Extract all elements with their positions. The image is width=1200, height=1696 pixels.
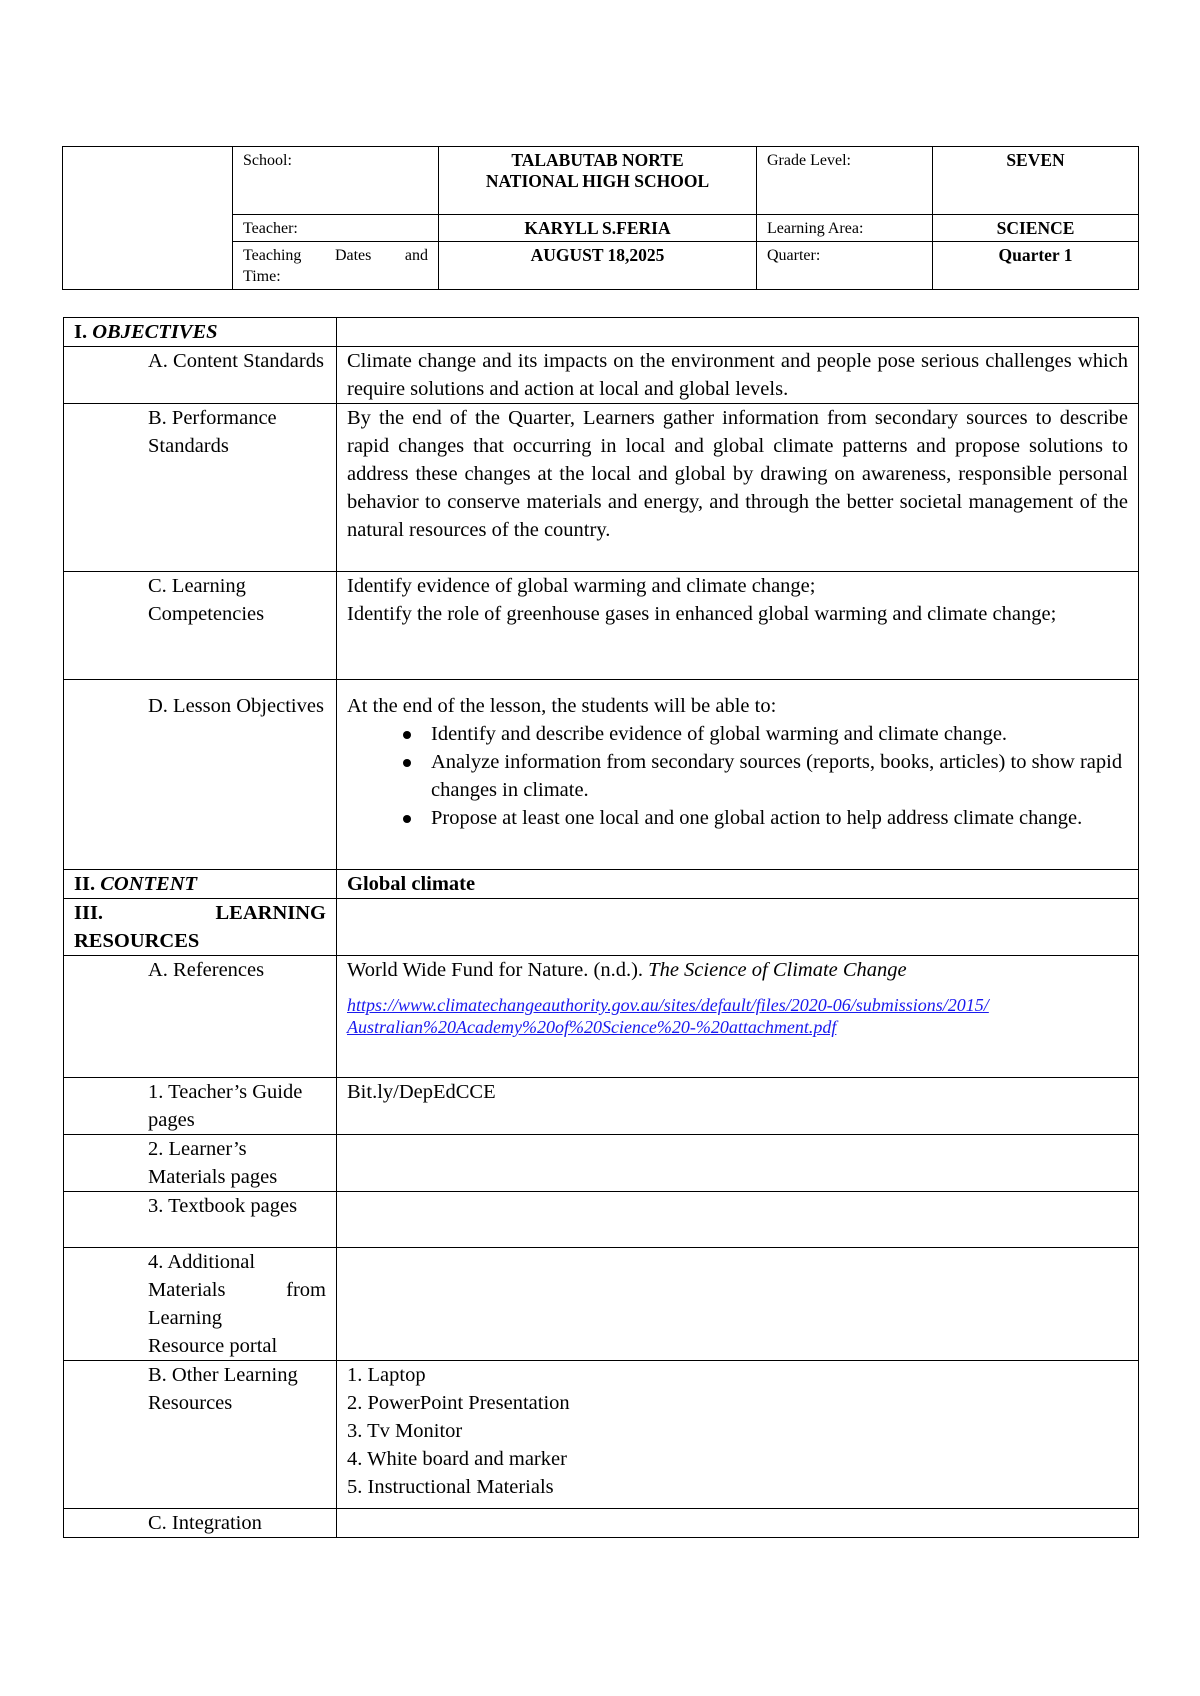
grade-level-label: Grade Level: <box>757 147 933 215</box>
content-row <box>64 870 1139 899</box>
list-item: Propose at least one local and one global action to help address climate change. <box>431 804 1128 832</box>
teacher-value: KARYLL S.FERIA <box>439 215 757 242</box>
textbook-value <box>337 1192 1139 1248</box>
list-item: 1. Laptop <box>347 1364 426 1386</box>
performance-standards-text: By the end of the Quarter, Learners gather information from secondary sources to describe rapid changes that occurring in local and global climate patterns and propose solutions to address these changes at the local and global by drawing on awareness, responsible personal behavior to conserve materials and energy, and through the better societal management of the natural resources of the country. <box>337 404 1139 572</box>
references-label: A. References <box>64 956 337 1078</box>
other-resources-row <box>64 1361 1139 1509</box>
learning-area-value: SCIENCE <box>933 215 1139 242</box>
lesson-objectives-list <box>347 720 1128 832</box>
list-item: 3. Tv Monitor <box>347 1420 463 1442</box>
teaching-dates-label-line1: Teaching Dates and <box>243 247 428 264</box>
textbook-row <box>64 1192 1139 1248</box>
resources-heading-empty <box>337 899 1139 956</box>
performance-standards-label: B. Performance Standards <box>64 404 337 572</box>
integration-value <box>337 1509 1139 1538</box>
lesson-objectives-intro: At the end of the lesson, the students will be able to: <box>347 695 777 717</box>
additional-materials-label <box>64 1248 337 1361</box>
resources-heading-line2: RESOURCES <box>74 930 200 952</box>
references-title: The Science of Climate Change <box>648 959 907 981</box>
objectives-heading-row <box>64 318 1139 347</box>
additional-materials-line4: Resource portal <box>148 1335 278 1357</box>
resources-heading-line1: III. LEARNING <box>74 902 326 924</box>
learning-area-label: Learning Area: <box>757 215 933 242</box>
quarter-value: Quarter 1 <box>933 242 1139 290</box>
additional-materials-value <box>337 1248 1139 1361</box>
lesson-plan-table <box>63 317 1139 1538</box>
content-heading <box>64 870 337 899</box>
teachers-guide-row <box>64 1078 1139 1135</box>
lesson-objectives-text <box>337 680 1139 870</box>
competency-line-2: Identify the role of greenhouse gases in enhanced global warming and climate change; <box>347 603 1057 625</box>
integration-row <box>64 1509 1139 1538</box>
objectives-heading <box>64 318 337 347</box>
learning-competencies-label: C. Learning Competencies <box>64 572 337 680</box>
list-item: 4. White board and marker <box>347 1448 567 1470</box>
teachers-guide-value: Bit.ly/DepEdCCE <box>337 1078 1139 1135</box>
learning-competencies-row <box>64 572 1139 680</box>
integration-label: C. Integration <box>64 1509 337 1538</box>
content-standards-label: A. Content Standards <box>64 347 337 404</box>
additional-materials-line3: Learning <box>148 1307 222 1329</box>
references-author-text: World Wide Fund for Nature. (n.d.). <box>347 959 649 981</box>
grade-level-value: SEVEN <box>933 147 1139 215</box>
performance-standards-row <box>64 404 1139 572</box>
learners-materials-value <box>337 1135 1139 1192</box>
list-item: 2. PowerPoint Presentation <box>347 1392 570 1414</box>
teacher-label: Teacher: <box>233 215 439 242</box>
references-link[interactable] <box>347 994 1128 1038</box>
list-item: Identify and describe evidence of global warming and climate change. <box>431 720 1128 748</box>
resources-heading <box>64 899 337 956</box>
teaching-dates-label-line2: Time: <box>243 268 281 285</box>
objectives-heading-empty <box>337 318 1139 347</box>
content-heading-text: CONTENT <box>100 873 198 895</box>
quarter-label: Quarter: <box>757 242 933 290</box>
references-text <box>337 956 1139 1078</box>
list-item: Analyze information from secondary sources (reports, books, articles) to show rapid changes in climate. <box>431 748 1128 804</box>
other-resources-list <box>337 1361 1139 1509</box>
learning-competencies-text <box>337 572 1139 680</box>
references-link-line1[interactable]: https://www.climatechangeauthority.gov.au/sites/default/files/2020-06/submissions/2015/ <box>347 995 989 1015</box>
teachers-guide-label: 1. Teacher’s Guide pages <box>64 1078 337 1135</box>
learners-materials-row <box>64 1135 1139 1192</box>
content-standards-text: Climate change and its impacts on the environment and people pose serious challenges which require solutions and action at local and global levels. <box>337 347 1139 404</box>
lesson-objectives-label: D. Lesson Objectives <box>64 680 337 870</box>
other-resources-label: B. Other Learning Resources <box>64 1361 337 1509</box>
list-item: 5. Instructional Materials <box>347 1476 554 1498</box>
learners-materials-label: 2. Learner’s Materials pages <box>64 1135 337 1192</box>
references-link-line2[interactable]: Australian%20Academy%20of%20Science%20-%20attachment.pdf <box>347 1017 837 1037</box>
school-value-line2: NATIONAL HIGH SCHOOL <box>485 171 710 191</box>
logo-cell <box>63 147 233 290</box>
references-row <box>64 956 1139 1078</box>
content-standards-row <box>64 347 1139 404</box>
school-value-line1: TALABUTAB NORTE <box>511 150 684 170</box>
objectives-heading-text: OBJECTIVES <box>92 321 218 343</box>
header-table <box>62 146 1139 290</box>
references-author <box>347 959 907 981</box>
school-value <box>439 147 757 215</box>
textbook-label: 3. Textbook pages <box>64 1192 337 1248</box>
objectives-heading-num: I. <box>74 321 88 343</box>
resources-heading-row <box>64 899 1139 956</box>
additional-materials-line1: 4. Additional <box>148 1251 256 1273</box>
competency-line-1: Identify evidence of global warming and climate change; <box>347 575 816 597</box>
teaching-dates-value: AUGUST 18,2025 <box>439 242 757 290</box>
lesson-objectives-row <box>64 680 1139 870</box>
additional-materials-line2: Materials from <box>148 1279 326 1301</box>
content-heading-num: II. <box>74 873 96 895</box>
additional-materials-row <box>64 1248 1139 1361</box>
school-label: School: <box>233 147 439 215</box>
teaching-dates-label <box>233 242 439 290</box>
content-value: Global climate <box>337 870 1139 899</box>
